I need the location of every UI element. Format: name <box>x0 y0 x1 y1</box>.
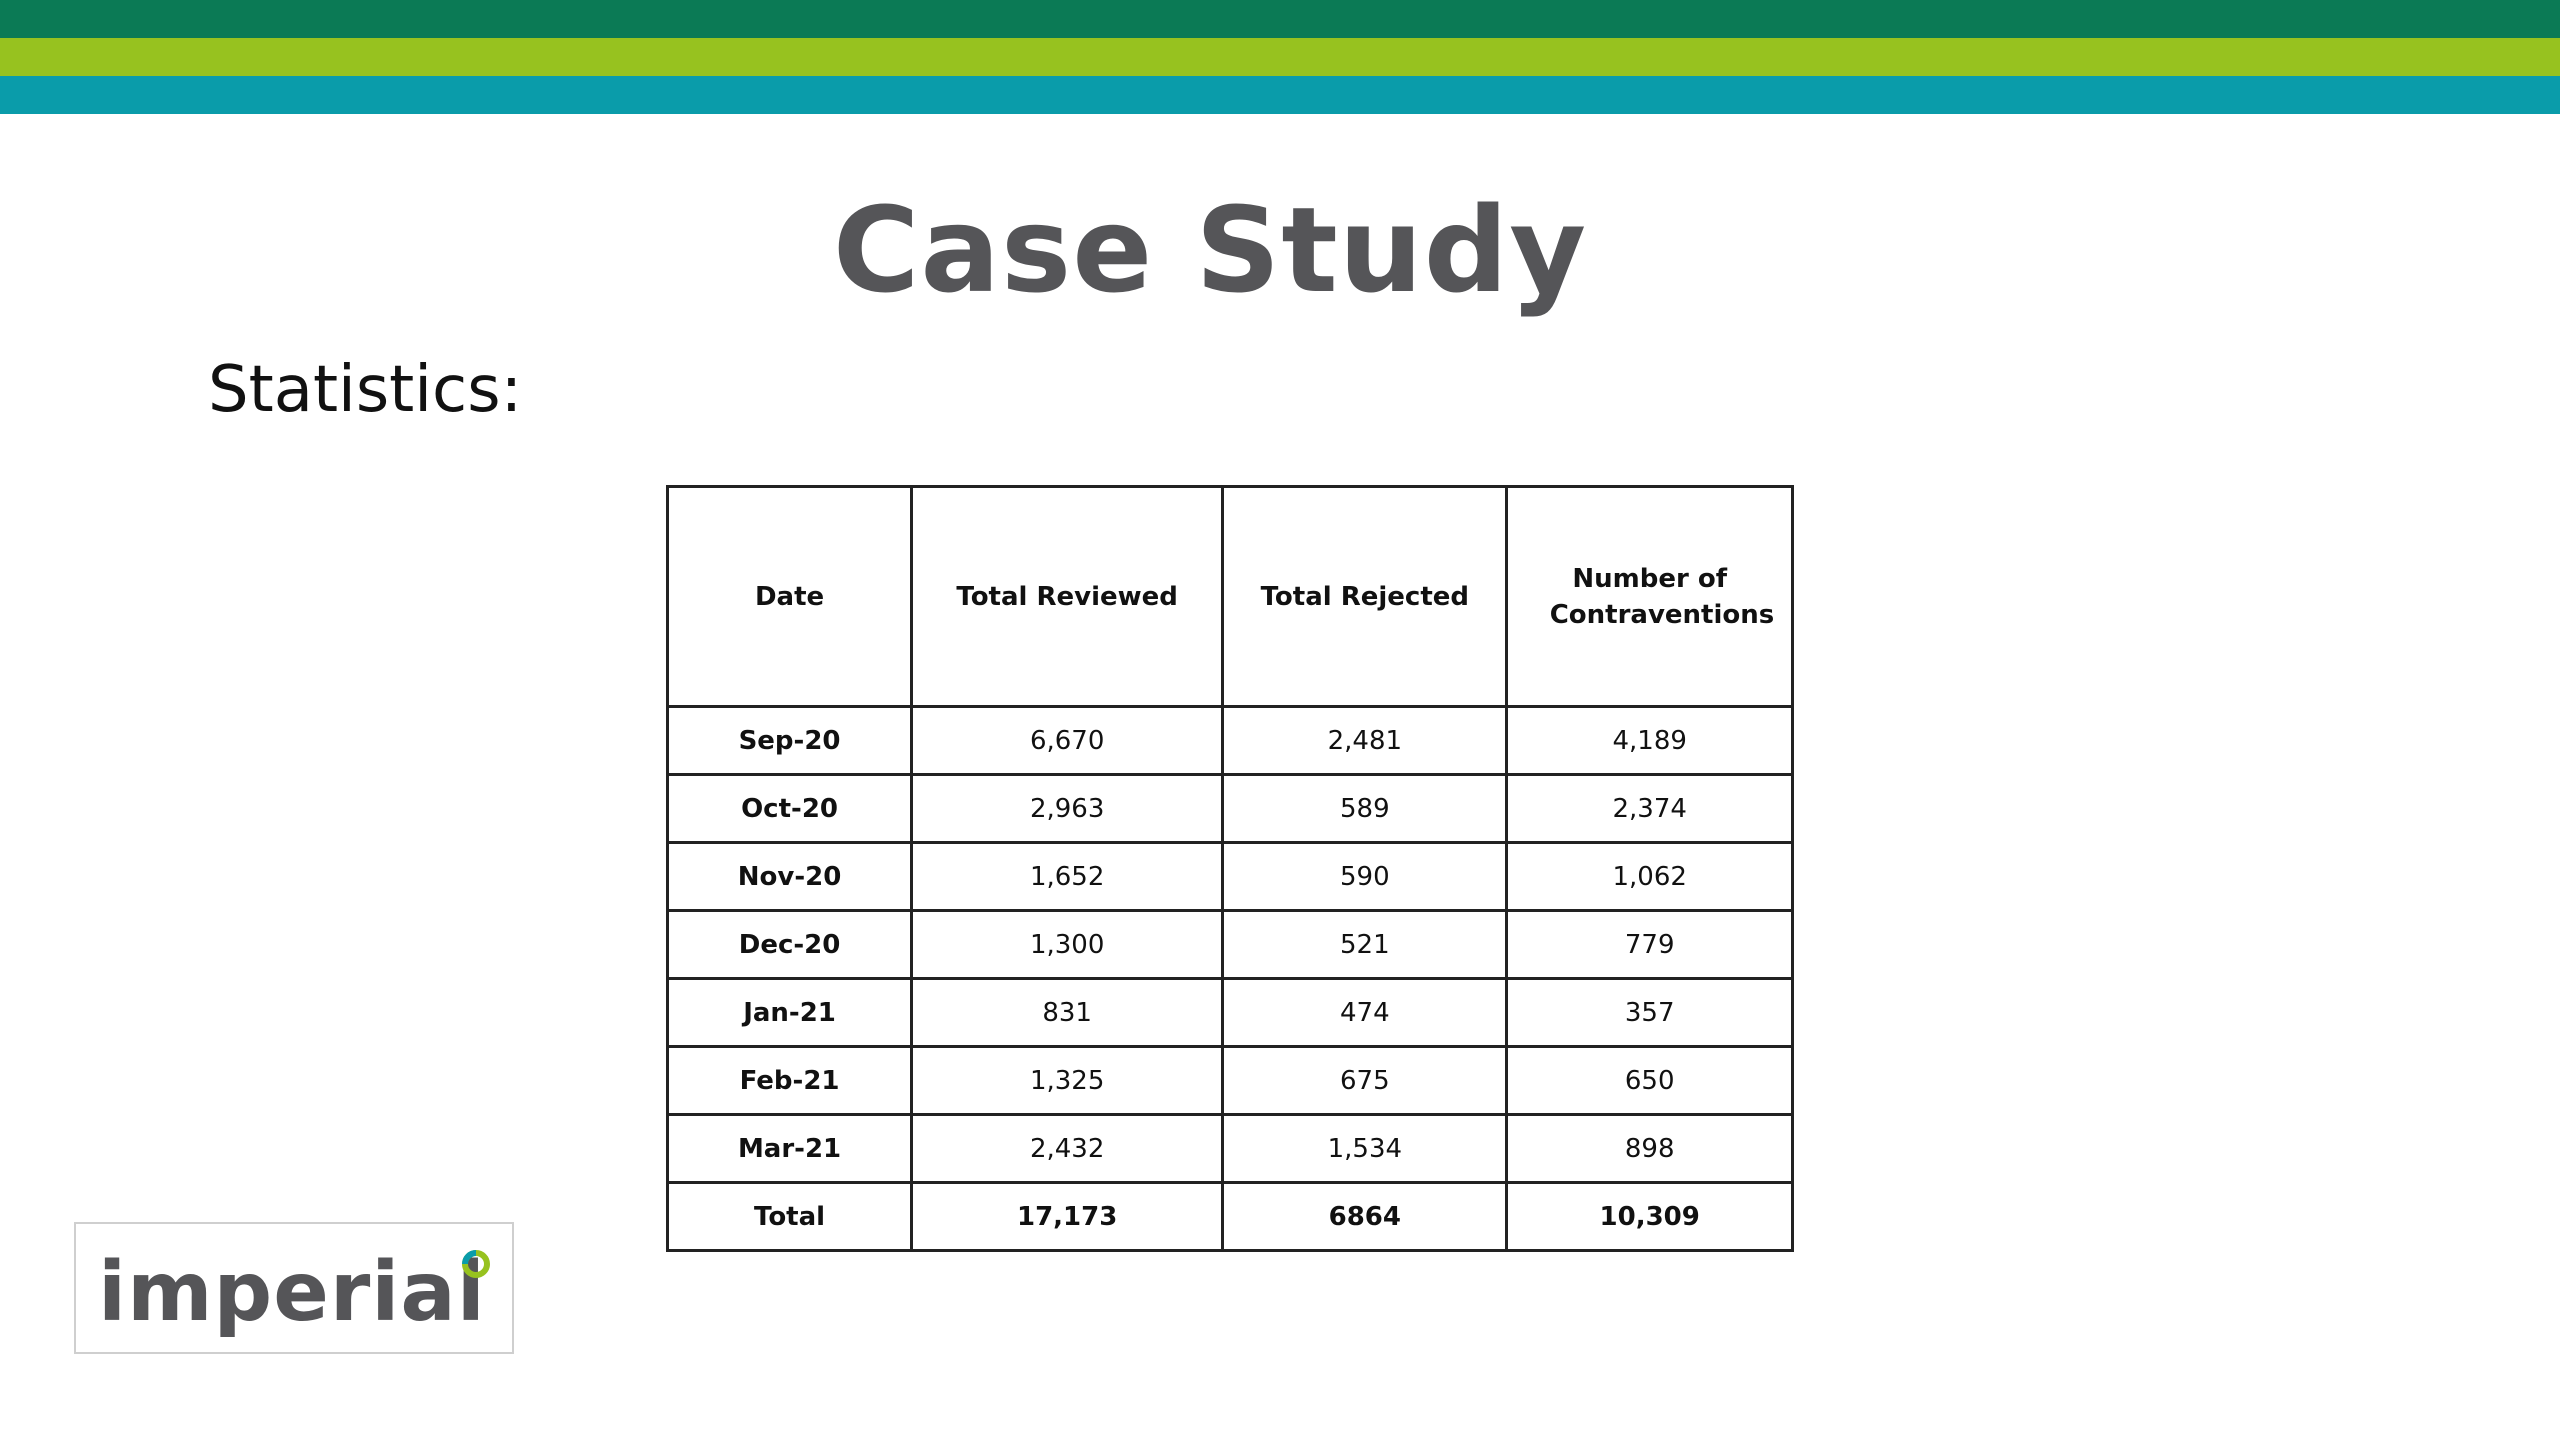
header-stripe-green <box>0 0 2560 38</box>
header-total-rejected: Total Rejected <box>1223 487 1507 707</box>
cell-date: Dec-20 <box>668 911 912 979</box>
cell-reviewed: 1,300 <box>912 911 1223 979</box>
table-row <box>668 1047 1793 1115</box>
header-contraventions-label: Number of Contraventions <box>1549 563 1775 630</box>
cell-total-rejected: 6864 <box>1223 1183 1507 1251</box>
cell-rejected: 1,534 <box>1223 1115 1507 1183</box>
cell-date: Feb-21 <box>668 1047 912 1115</box>
table-row <box>668 843 1793 911</box>
table-row <box>668 775 1793 843</box>
cell-date: Sep-20 <box>668 707 912 775</box>
table-row <box>668 911 1793 979</box>
slide-title: Case Study <box>832 181 1588 319</box>
cell-reviewed: 1,652 <box>912 843 1223 911</box>
statistics-table <box>666 485 1794 1252</box>
cell-rejected: 2,481 <box>1223 707 1507 775</box>
cell-contraventions: 1,062 <box>1507 843 1793 911</box>
cell-rejected: 474 <box>1223 979 1507 1047</box>
cell-total-reviewed: 17,173 <box>912 1183 1223 1251</box>
cell-rejected: 521 <box>1223 911 1507 979</box>
header-stripe-lime <box>0 38 2560 76</box>
table-row <box>668 979 1793 1047</box>
header-contraventions <box>1507 487 1793 707</box>
cell-reviewed: 831 <box>912 979 1223 1047</box>
cell-date: Jan-21 <box>668 979 912 1047</box>
table-row <box>668 707 1793 775</box>
table-header-row <box>668 487 1793 707</box>
imperial-logo <box>74 1222 514 1354</box>
cell-reviewed: 1,325 <box>912 1047 1223 1115</box>
slide-subtitle: Statistics: <box>208 353 523 427</box>
cell-rejected: 675 <box>1223 1047 1507 1115</box>
table-total-row <box>668 1183 1793 1251</box>
cell-date: Mar-21 <box>668 1115 912 1183</box>
header-total-reviewed: Total Reviewed <box>912 487 1223 707</box>
cell-rejected: 589 <box>1223 775 1507 843</box>
logo-wordmark: imperial <box>98 1245 486 1340</box>
cell-reviewed: 2,432 <box>912 1115 1223 1183</box>
header-stripe-teal <box>0 76 2560 114</box>
cell-contraventions: 2,374 <box>1507 775 1793 843</box>
cell-reviewed: 2,963 <box>912 775 1223 843</box>
logo-graphic <box>76 1224 512 1352</box>
header-date: Date <box>668 487 912 707</box>
cell-date: Oct-20 <box>668 775 912 843</box>
cell-total-contraventions: 10,309 <box>1507 1183 1793 1251</box>
cell-contraventions: 779 <box>1507 911 1793 979</box>
cell-contraventions: 650 <box>1507 1047 1793 1115</box>
cell-rejected: 590 <box>1223 843 1507 911</box>
table-row <box>668 1115 1793 1183</box>
cell-date: Nov-20 <box>668 843 912 911</box>
cell-total-label: Total <box>668 1183 912 1251</box>
cell-contraventions: 4,189 <box>1507 707 1793 775</box>
cell-reviewed: 6,670 <box>912 707 1223 775</box>
cell-contraventions: 898 <box>1507 1115 1793 1183</box>
cell-contraventions: 357 <box>1507 979 1793 1047</box>
